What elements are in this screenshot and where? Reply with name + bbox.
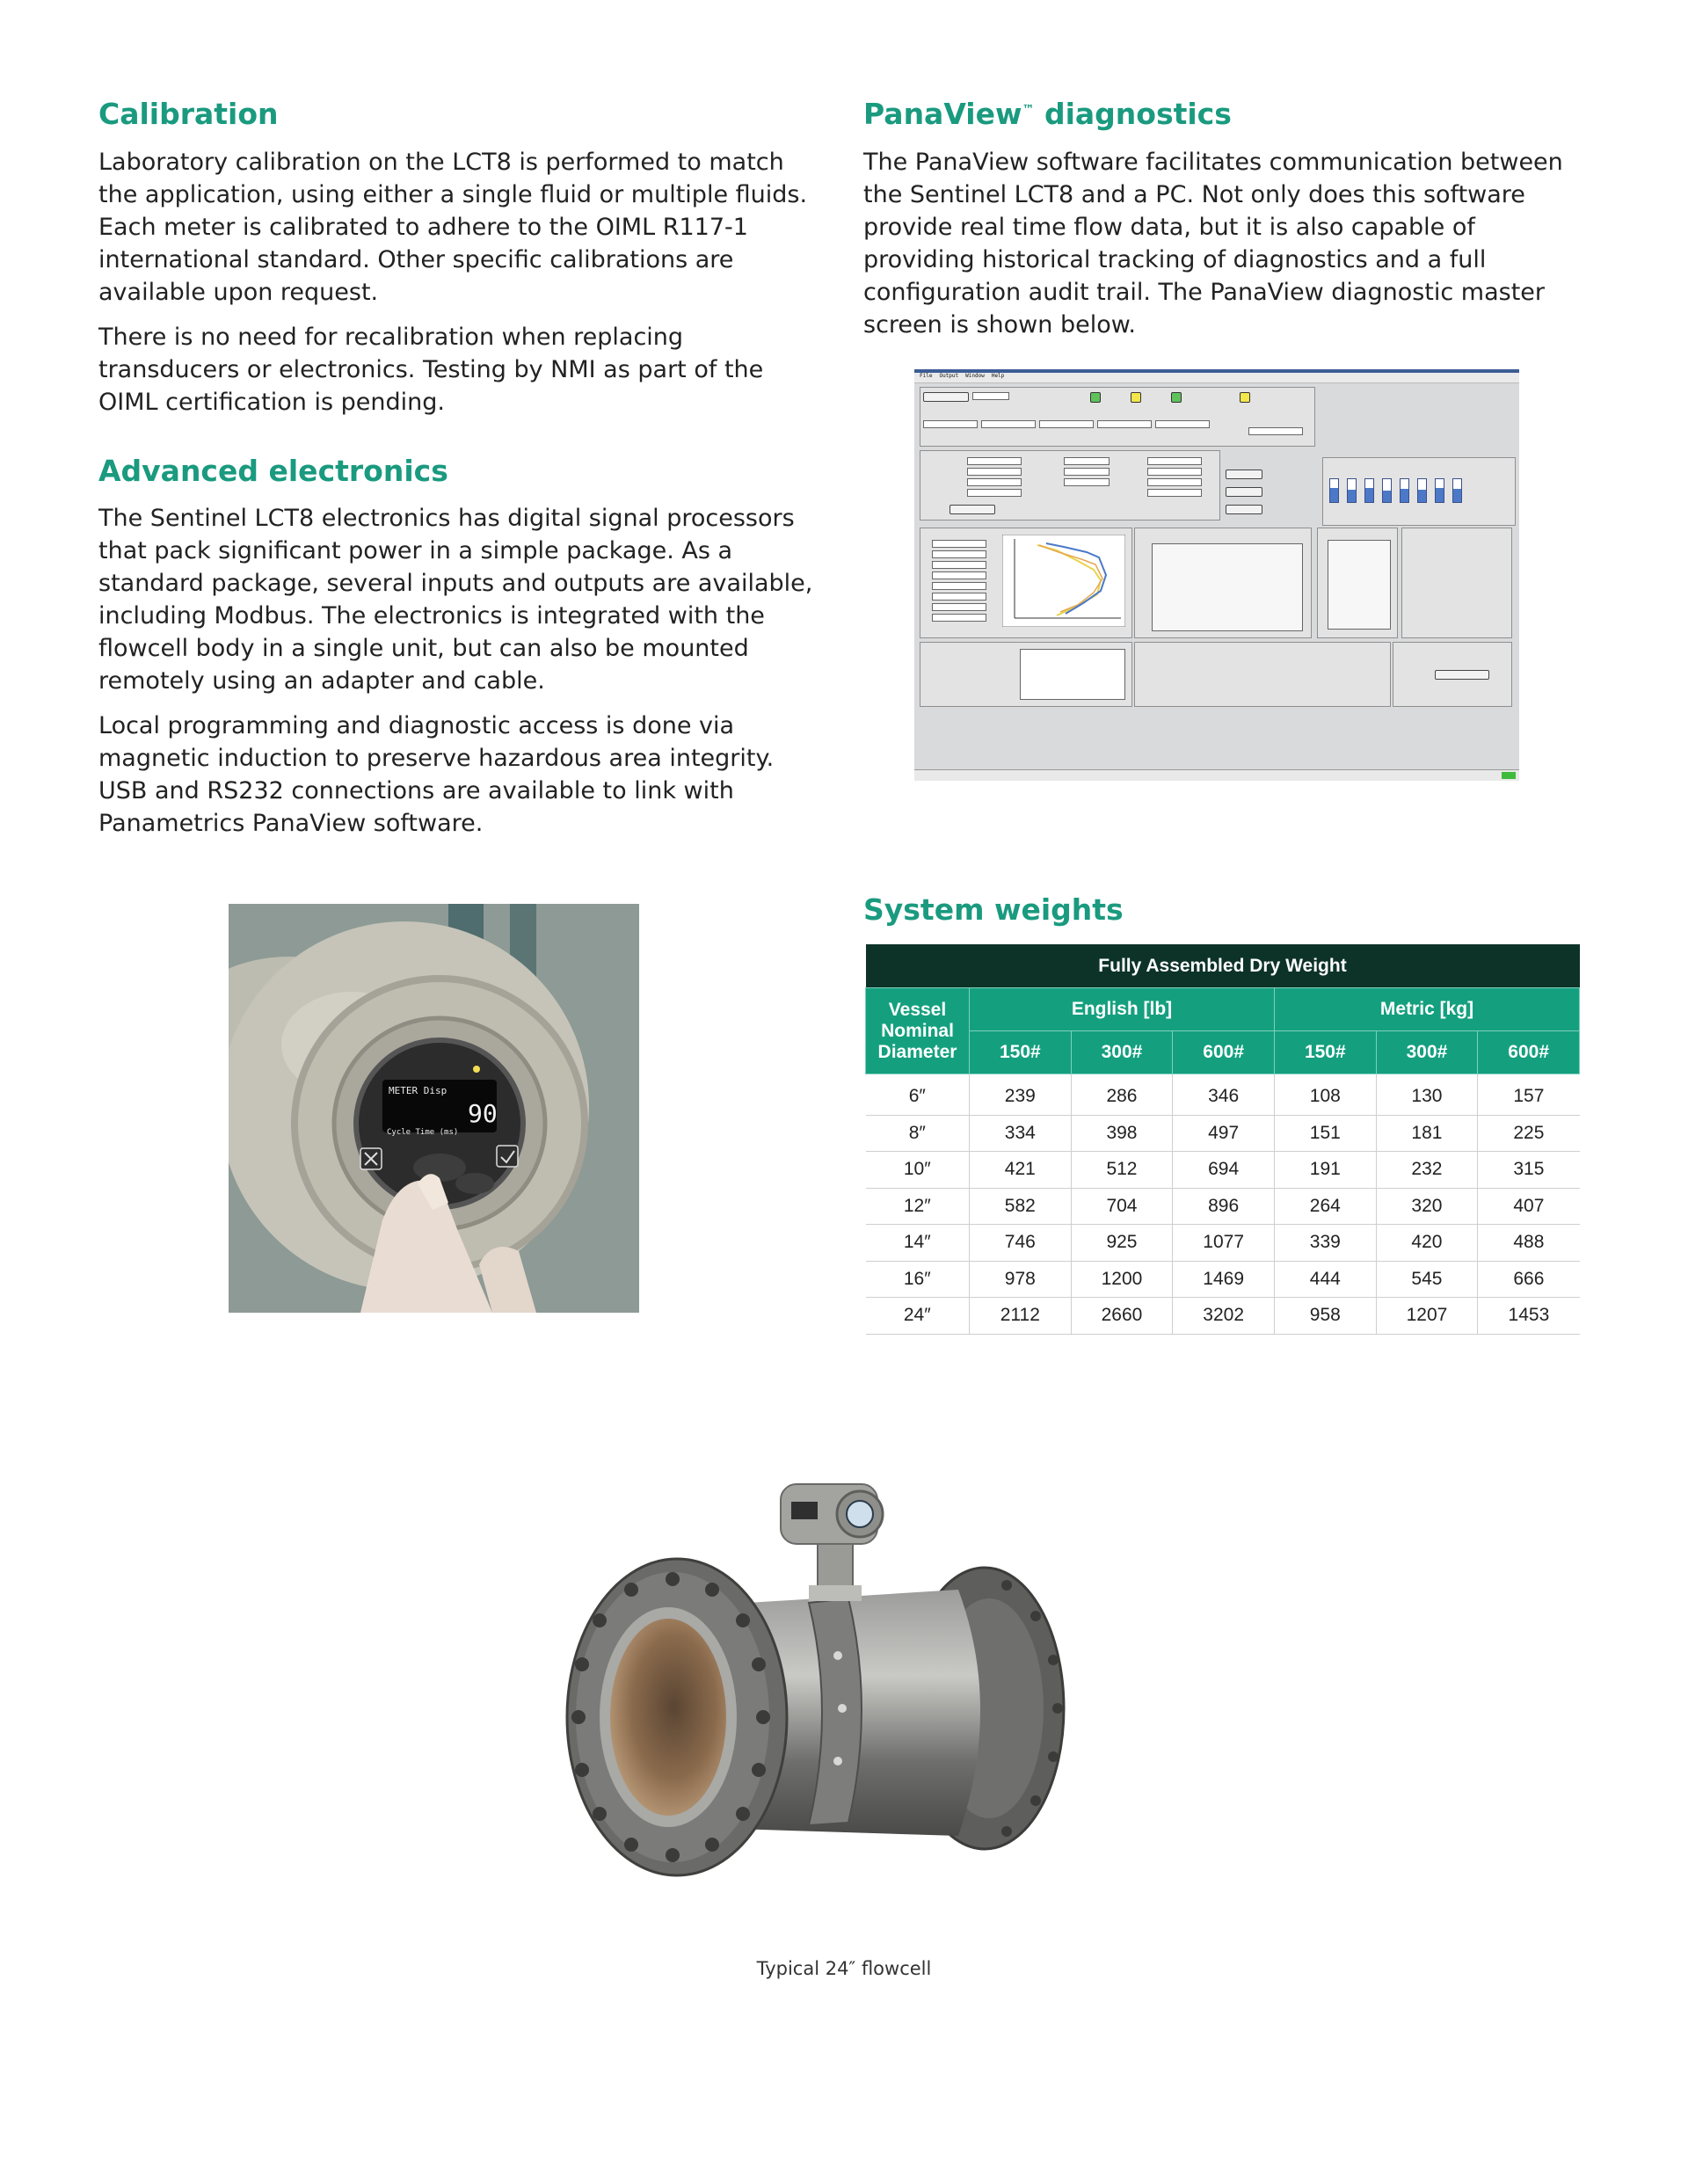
pv-gain-bar <box>1452 478 1462 503</box>
table-row <box>866 1298 1580 1335</box>
pv-error-field <box>1039 420 1094 428</box>
table-cell: 694 <box>1173 1152 1275 1189</box>
pv-field <box>1064 457 1110 465</box>
pv-error-field <box>981 420 1036 428</box>
table-cell: 130 <box>1376 1074 1478 1116</box>
left-column <box>98 97 828 852</box>
table-cell: 191 <box>1274 1152 1376 1189</box>
table-cell: 16″ <box>866 1261 970 1298</box>
calibration-paragraph-2: There is no need for recalibration when replacing transducers or electronics. Testing by NMI as part of the OIML certification is pending. <box>98 323 764 416</box>
pv-field <box>967 457 1022 465</box>
table-cell: 181 <box>1376 1115 1478 1152</box>
pv-status-led <box>1240 392 1250 403</box>
calibration-paragraph-1: Laboratory calibration on the LCT8 is performed to match the application, using either a single fluid or multiple fluids. Each meter is calibrated to adhere to the OIML R117-1 international standard. Other specific calibrations are available upon request. <box>98 148 808 306</box>
class-header: 300# <box>1071 1031 1173 1074</box>
pv-gain-bar <box>1347 478 1357 503</box>
pv-gain-bar <box>1382 478 1392 503</box>
table-row <box>866 1152 1580 1189</box>
pv-transit-table <box>1152 543 1303 631</box>
english-header: English [lb] <box>970 988 1275 1031</box>
pv-field <box>1064 478 1110 486</box>
pv-gain-bar <box>1364 478 1374 503</box>
table-cell: 398 <box>1071 1115 1173 1152</box>
pv-field <box>932 614 986 622</box>
pv-interval-field <box>972 392 1009 400</box>
pv-snr-table <box>1328 540 1391 630</box>
svg-text:METER Disp: METER Disp <box>389 1085 447 1096</box>
table-cell: 334 <box>970 1115 1072 1152</box>
pv-field <box>1147 478 1202 486</box>
pv-error-field <box>923 420 978 428</box>
class-header: 300# <box>1376 1031 1478 1074</box>
table-cell: 407 <box>1478 1188 1580 1225</box>
table-cell: 14″ <box>866 1225 970 1262</box>
table-row <box>866 1261 1580 1298</box>
table-row <box>866 1225 1580 1262</box>
table-cell: 512 <box>1071 1152 1173 1189</box>
system-weights-heading: System weights <box>863 892 1124 927</box>
table-cell: 666 <box>1478 1261 1580 1298</box>
pv-field <box>1147 457 1202 465</box>
table-cell: 339 <box>1274 1225 1376 1262</box>
flowcell-caption: Typical 24″ flowcell <box>756 1958 932 1979</box>
pv-soundspeed-plot <box>1020 649 1125 700</box>
pv-status-bar <box>914 769 1519 781</box>
table-cell: 958 <box>1274 1298 1376 1335</box>
class-header: 150# <box>970 1031 1072 1074</box>
class-header: 600# <box>1478 1031 1580 1074</box>
pv-error-field <box>1155 420 1210 428</box>
pv-button <box>1226 487 1262 497</box>
pv-field <box>1064 468 1110 476</box>
panaview-paragraph: The PanaView software facilitates communication between the Sentinel LCT8 and a PC. Not only does this software provide real time flow data, but it is also capable of providing historical tracking of diagnostics and a full configuration audit trail. The PanaView diagnostic master screen is shown below. <box>863 148 1563 339</box>
weights-table <box>865 944 1580 1335</box>
pv-stop-button <box>923 392 969 402</box>
table-row <box>866 1188 1580 1225</box>
pv-gain-bar <box>1400 478 1409 503</box>
pv-button <box>1226 470 1262 479</box>
table-cell: 497 <box>1173 1115 1275 1152</box>
table-cell: 8″ <box>866 1115 970 1152</box>
class-header: 150# <box>1274 1031 1376 1074</box>
table-cell: 232 <box>1376 1152 1478 1189</box>
table-cell: 286 <box>1071 1074 1173 1116</box>
table-cell: 925 <box>1071 1225 1173 1262</box>
table-cell: 1200 <box>1071 1261 1173 1298</box>
table-title: Fully Assembled Dry Weight <box>866 944 1580 988</box>
electronics-heading: Advanced electronics <box>98 453 448 488</box>
pv-field <box>932 603 986 611</box>
table-cell: 346 <box>1173 1074 1275 1116</box>
pv-gain-bar <box>1329 478 1339 503</box>
table-cell: 1207 <box>1376 1298 1478 1335</box>
table-cell: 157 <box>1478 1074 1580 1116</box>
pv-error-field <box>1097 420 1152 428</box>
table-cell: 704 <box>1071 1188 1173 1225</box>
table-cell: 582 <box>970 1188 1072 1225</box>
table-cell: 239 <box>970 1074 1072 1116</box>
right-column <box>863 97 1593 353</box>
panaview-screenshot <box>914 369 1519 781</box>
pv-active-panel <box>1134 642 1391 707</box>
table-cell: 896 <box>1173 1188 1275 1225</box>
electronics-paragraph-2: Local programming and diagnostic access is done via magnetic induction to preserve hazardous area integrity. USB and RS232 connections are available to link with Panametrics PanaView software. <box>98 712 775 838</box>
table-row <box>866 1115 1580 1152</box>
table-cell: 978 <box>970 1261 1072 1298</box>
table-cell: 264 <box>1274 1188 1376 1225</box>
table-cell: 3202 <box>1173 1298 1275 1335</box>
pv-field <box>967 478 1022 486</box>
pv-button <box>1226 505 1262 514</box>
pv-velocity-plot <box>1002 535 1125 627</box>
controller-illustration <box>229 904 639 1313</box>
pv-error-field <box>1248 427 1303 435</box>
panaview-heading: PanaView™ diagnostics <box>863 97 1232 131</box>
table-cell: 6″ <box>866 1074 970 1116</box>
class-header: 600# <box>1173 1031 1275 1074</box>
pv-button <box>950 505 995 514</box>
table-cell: 320 <box>1376 1188 1478 1225</box>
pv-field <box>967 468 1022 476</box>
vessel-diameter-header: Vessel Nominal Diameter <box>866 988 970 1074</box>
table-cell: 488 <box>1478 1225 1580 1262</box>
table-cell: 12″ <box>866 1188 970 1225</box>
pv-field <box>932 540 986 548</box>
table-cell: 108 <box>1274 1074 1376 1116</box>
pv-status-led <box>1171 392 1182 403</box>
pv-status-led <box>1090 392 1101 403</box>
pv-field <box>1147 489 1202 497</box>
controller-photo <box>229 904 639 1313</box>
table-cell: 420 <box>1376 1225 1478 1262</box>
pv-field <box>932 561 986 569</box>
pv-field <box>932 571 986 579</box>
pv-field <box>967 489 1022 497</box>
pv-screen-capture-button <box>1435 670 1489 680</box>
table-cell: 225 <box>1478 1115 1580 1152</box>
table-cell: 444 <box>1274 1261 1376 1298</box>
pv-field <box>932 550 986 558</box>
svg-text:90: 90 <box>468 1099 498 1128</box>
metric-header: Metric [kg] <box>1274 988 1579 1031</box>
table-cell: 151 <box>1274 1115 1376 1152</box>
pv-status-led <box>1131 392 1141 403</box>
table-cell: 545 <box>1376 1261 1478 1298</box>
pv-field <box>932 582 986 590</box>
svg-text:Cycle Time (ms): Cycle Time (ms) <box>387 1128 459 1137</box>
calibration-heading: Calibration <box>98 97 279 131</box>
table-cell: 1469 <box>1173 1261 1275 1298</box>
pv-field <box>1147 468 1202 476</box>
table-row <box>866 1074 1580 1116</box>
pv-threshold-panel <box>1401 528 1512 638</box>
pv-menubar: File Output Window Help <box>914 373 1519 383</box>
table-cell: 2112 <box>970 1298 1072 1335</box>
electronics-paragraph-1: The Sentinel LCT8 electronics has digital signal processors that pack significant power in a simple package. As a standard package, several inputs and outputs are available, including Modbus. The electronics is integrated with the flowcell body in a single unit, but can also be mounted remotely using an adapter and cable. <box>98 505 813 695</box>
table-cell: 421 <box>970 1152 1072 1189</box>
pv-field <box>932 593 986 601</box>
table-cell: 746 <box>970 1225 1072 1262</box>
table-cell: 1077 <box>1173 1225 1275 1262</box>
table-cell: 10″ <box>866 1152 970 1189</box>
table-cell: 1453 <box>1478 1298 1580 1335</box>
flowcell-image <box>545 1467 1108 1941</box>
table-cell: 24″ <box>866 1298 970 1335</box>
table-cell: 2660 <box>1071 1298 1173 1335</box>
table-cell: 315 <box>1478 1152 1580 1189</box>
pv-gain-bar <box>1417 478 1427 503</box>
pv-gain-bar <box>1435 478 1444 503</box>
